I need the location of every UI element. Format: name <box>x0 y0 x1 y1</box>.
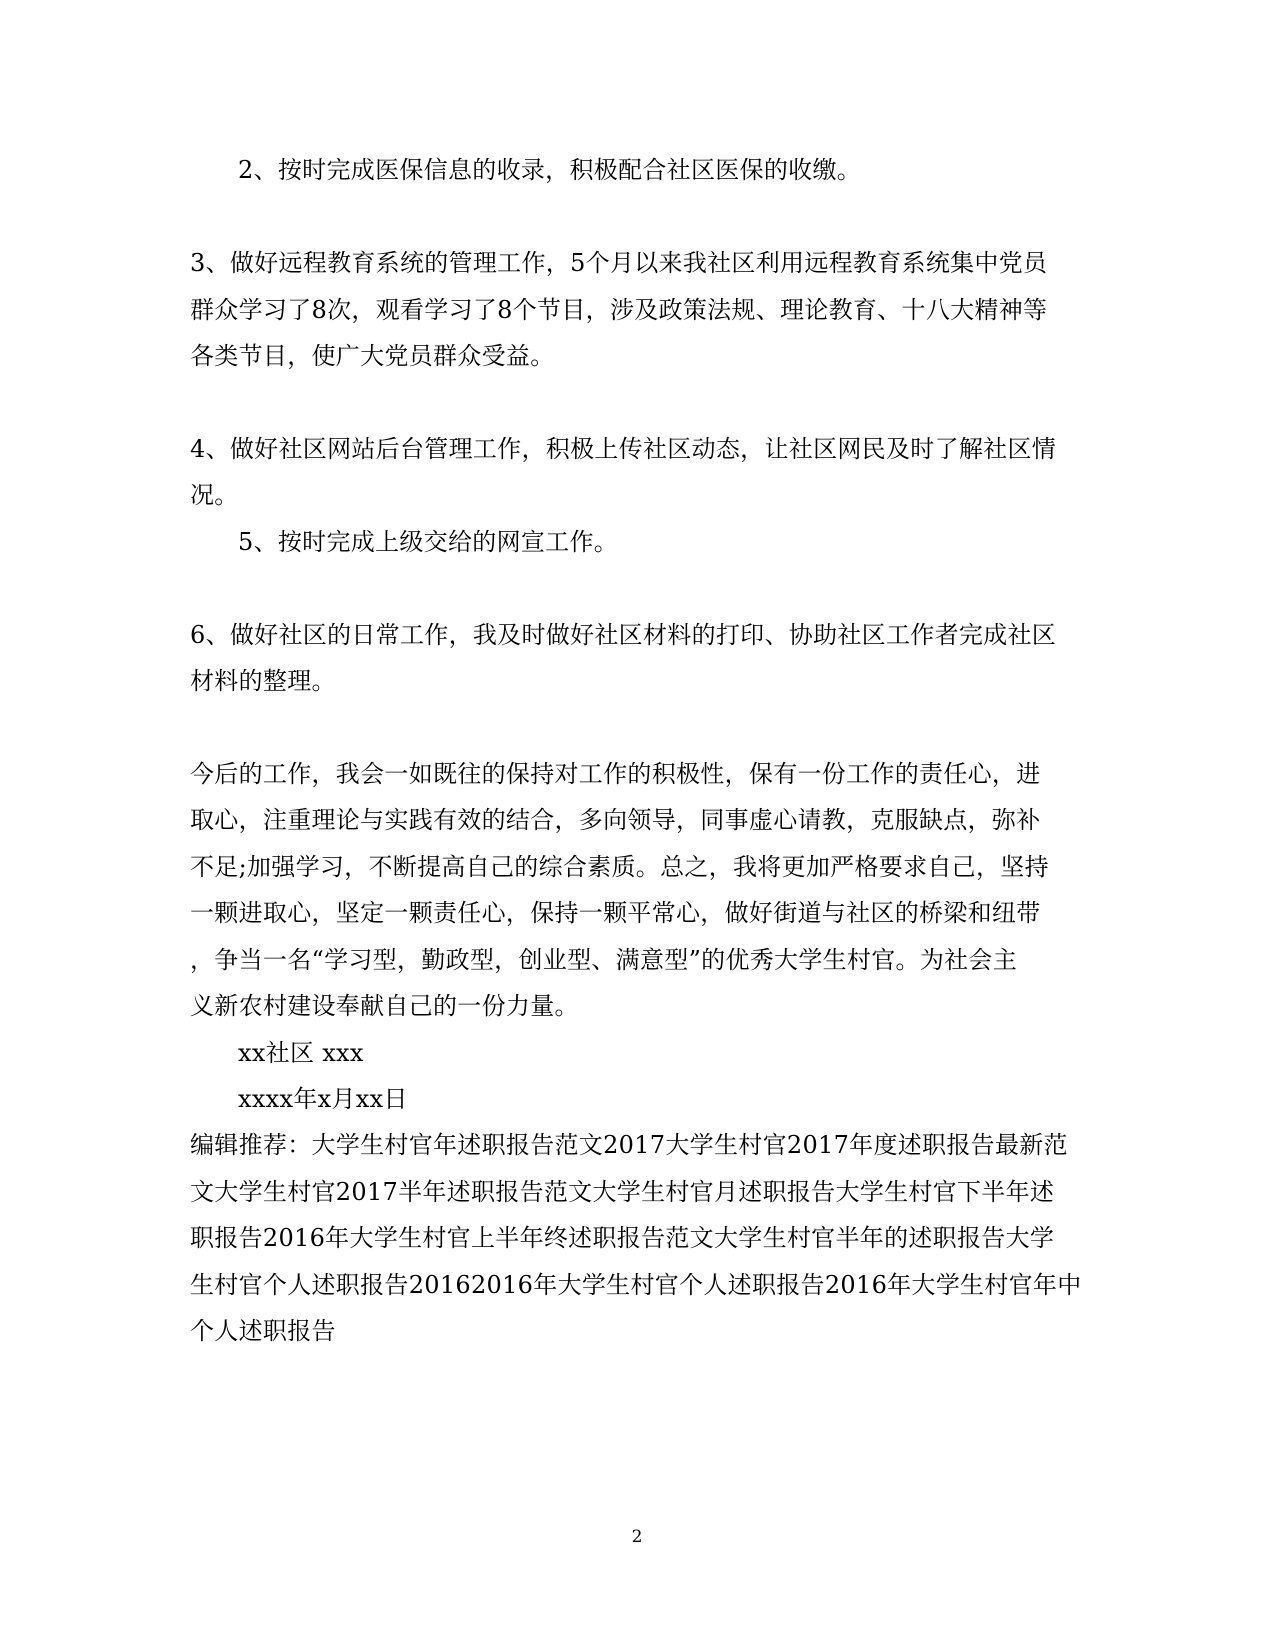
paragraph-6-line-2: 取心，注重理论与实践有效的结合，多向领导，同事虚心请教，克服缺点，弥补 <box>190 806 1041 834</box>
recommendations-line-2: 文大学生村官2017半年述职报告范文大学生村官月述职报告大学生村官下半年述 <box>190 1178 1055 1206</box>
recommendations-line-3: 职报告2016年大学生村官上半年终述职报告范文大学生村官半年的述职报告大学 <box>190 1224 1055 1252</box>
paragraph-6-line-6: 义新农村建设奉献自己的一份力量。 <box>190 992 579 1020</box>
paragraph-6-line-4: 一颗进取心，坚定一颗责任心，保持一颗平常心，做好街道与社区的桥梁和纽带 <box>190 899 1041 927</box>
paragraph-5-line-2: 材料的整理。 <box>190 667 336 695</box>
paragraph-6-line-3: 不足;加强学习，不断提高自己的综合素质。总之，我将更加严格要求自己，坚持 <box>190 853 1049 881</box>
recommendations-line-1: 编辑推荐：大学生村官年述职报告范文2017大学生村官2017年度述职报告最新范 <box>190 1131 1068 1159</box>
signature-date: xxxx年x月xx日 <box>238 1085 408 1113</box>
signature-name: xx社区 xxx <box>238 1039 364 1067</box>
paragraph-1-line-1: 2、按时完成医保信息的收录，积极配合社区医保的收缴。 <box>238 156 862 184</box>
paragraph-6-line-1: 今后的工作，我会一如既往的保持对工作的积极性，保有一份工作的责任心，进 <box>190 760 1041 788</box>
recommendations-line-5: 个人述职报告 <box>190 1317 336 1345</box>
paragraph-5-line-1: 6、做好社区的日常工作，我及时做好社区材料的打印、协助社区工作者完成社区 <box>190 621 1057 649</box>
paragraph-2-line-3: 各类节目，使广大党员群众受益。 <box>190 342 555 370</box>
page-number: 2 <box>631 1527 643 1547</box>
recommendations-line-4: 生村官个人述职报告20162016年大学生村官个人述职报告2016年大学生村官年中 <box>190 1271 1082 1299</box>
paragraph-2-line-1: 3、做好远程教育系统的管理工作，5个月以来我社区利用远程教育系统集中党员 <box>190 249 1048 277</box>
paragraph-6-line-5: ，争当一名“学习型，勤政型，创业型、满意型”的优秀大学生村官。为社会主 <box>190 946 1018 974</box>
paragraph-4-line-1: 5、按时完成上级交给的网宣工作。 <box>238 528 619 556</box>
paragraph-2-line-2: 群众学习了8次，观看学习了8个节目，涉及政策法规、理论教育、十八大精神等 <box>190 296 1048 324</box>
paragraph-3-line-2: 况。 <box>190 481 239 509</box>
paragraph-3-line-1: 4、做好社区网站后台管理工作，积极上传社区动态，让社区网民及时了解社区情 <box>190 435 1057 463</box>
